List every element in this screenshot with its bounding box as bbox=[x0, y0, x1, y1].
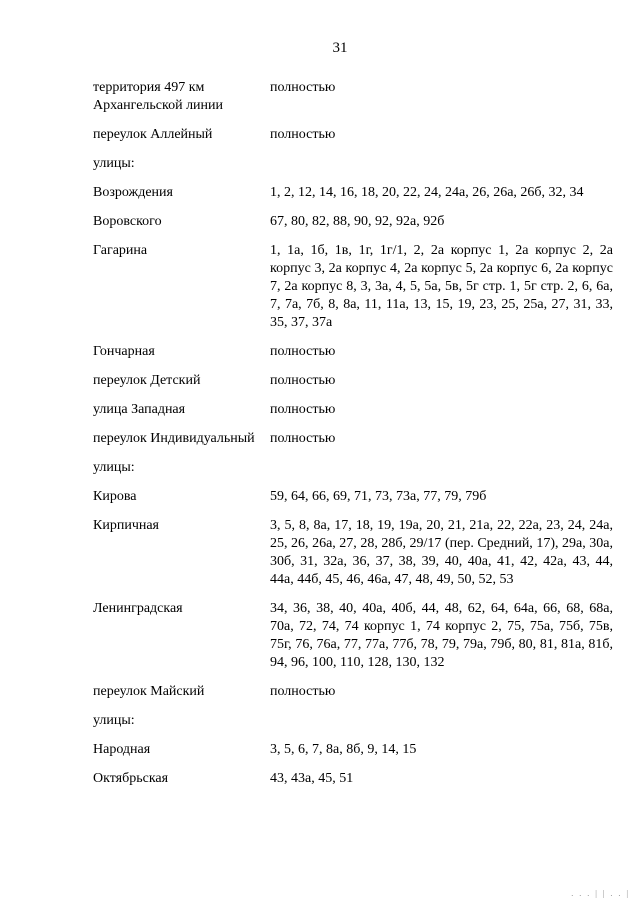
table-row bbox=[93, 459, 613, 477]
house-numbers: 3, 5, 8, 8а, 17, 18, 19, 19а, 20, 21, 21а, 22, 22а, 23, 24, 24а, 25, 26, 26а, 27, 28, 28б, 29/17 (пер. Средний, 17), 29а, 30а, 30б, 31, 32а, 36, 37, 38, 39, 40, 40а, 41, 42, 42а, 43, 44, 44а, 44б, 45, 46, 46а, 47, 48, 49, 50, 52, 53 bbox=[270, 518, 613, 587]
page-number: 31 bbox=[332, 40, 348, 56]
scan-marks: . . . | | . . | bbox=[571, 889, 630, 898]
house-numbers bbox=[270, 155, 613, 173]
street-name: Возрождения bbox=[93, 185, 173, 200]
table-row bbox=[93, 600, 613, 672]
house-numbers: 43, 43а, 45, 51 bbox=[270, 771, 354, 786]
table-row bbox=[93, 184, 613, 202]
table-row bbox=[93, 155, 613, 173]
table-row bbox=[93, 712, 613, 730]
section-heading: улицы: bbox=[93, 713, 135, 728]
table-row bbox=[93, 79, 613, 115]
house-numbers: полностью bbox=[270, 402, 336, 417]
street-name: Воровского bbox=[93, 214, 162, 229]
street-name: переулок Индивидуальный bbox=[93, 431, 255, 446]
table-row bbox=[93, 213, 613, 231]
house-numbers: 1, 1а, 1б, 1в, 1г, 1г/1, 2, 2а корпус 1, 2а корпус 2, 2а корпус 3, 2а корпус 4, 2а корпус 5, 2а корпус 6, 2а корпус 7, 2а корпус 8, 3, 3а, 4, 5, 5а, 5в, 5г стр. 1, 5г стр. 2, 6, 6а, 7, 7а, 7б, 8, 8а, 11, 11а, 13, 15, 19, 23, 25, 25а, 27, 31, 33, 35, 37, 37а bbox=[270, 243, 613, 330]
table-row bbox=[93, 372, 613, 390]
street-name: Ленинградская bbox=[93, 601, 183, 616]
street-name: улица Западная bbox=[93, 402, 186, 417]
table-row bbox=[93, 488, 613, 506]
street-name: переулок Майский bbox=[93, 684, 205, 699]
house-numbers bbox=[270, 459, 613, 477]
house-numbers: 34, 36, 38, 40, 40а, 40б, 44, 48, 62, 64, 64а, 66, 68, 68а, 70а, 72, 74, 74 корпус 1, 74 корпус 2, 75, 75а, 75б, 75в, 75г, 76, 76а, 77, 77а, 77б, 78, 79, 79а, 79б, 80, 81, 81а, 81б, 94, 96, 100, 110, 128, 130, 132 bbox=[270, 601, 613, 670]
house-numbers: полностью bbox=[270, 127, 336, 142]
table-row bbox=[93, 770, 613, 788]
house-numbers: 67, 80, 82, 88, 90, 92, 92а, 92б bbox=[270, 214, 445, 229]
street-name: переулок Аллейный bbox=[93, 127, 213, 142]
table-row bbox=[93, 126, 613, 144]
house-numbers: полностью bbox=[270, 344, 336, 359]
table-row bbox=[93, 343, 613, 361]
street-name: Гагарина bbox=[93, 243, 148, 258]
house-numbers: полностью bbox=[270, 80, 336, 95]
street-name: Кирпичная bbox=[93, 518, 160, 533]
section-heading: улицы: bbox=[93, 156, 135, 171]
street-name: переулок Детский bbox=[93, 373, 201, 388]
table-row bbox=[93, 430, 613, 448]
section-heading: улицы: bbox=[93, 460, 135, 475]
street-name: Октябрьская bbox=[93, 771, 169, 786]
table-row bbox=[93, 401, 613, 419]
address-table bbox=[93, 79, 613, 799]
house-numbers: 3, 5, 6, 7, 8а, 8б, 9, 14, 15 bbox=[270, 742, 417, 757]
street-name: Народная bbox=[93, 742, 151, 757]
street-name: Гончарная bbox=[93, 344, 155, 359]
house-numbers: полностью bbox=[270, 373, 336, 388]
table-row bbox=[93, 517, 613, 589]
house-numbers: 1, 2, 12, 14, 16, 18, 20, 22, 24, 24а, 26, 26а, 26б, 32, 34 bbox=[270, 185, 584, 200]
house-numbers: полностью bbox=[270, 431, 336, 446]
table-row bbox=[93, 242, 613, 332]
house-numbers bbox=[270, 712, 613, 730]
street-name: Кирова bbox=[93, 489, 137, 504]
table-row bbox=[93, 683, 613, 701]
street-name: территория 497 км Архангельской линии bbox=[93, 80, 224, 113]
table-row bbox=[93, 741, 613, 759]
house-numbers: полностью bbox=[270, 684, 336, 699]
house-numbers: 59, 64, 66, 69, 71, 73, 73а, 77, 79, 79б bbox=[270, 489, 487, 504]
